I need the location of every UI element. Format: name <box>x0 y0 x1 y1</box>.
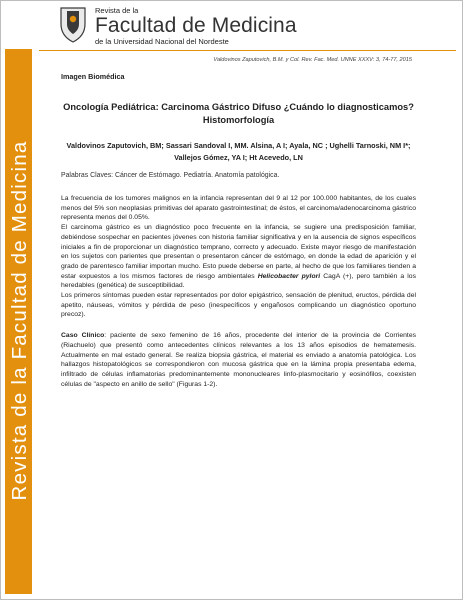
article-title: Oncología Pediátrica: Carcinoma Gástrico Difuso ¿Cuándo lo diagnosticamos? Histomorfología <box>63 102 414 125</box>
masthead-small-line: Revista de la <box>95 6 139 15</box>
masthead-subtitle: de la Universidad Nacional del Nordeste <box>95 37 229 46</box>
paragraph-intro: La frecuencia de los tumores malignos en la infancia representan del 9 al 12 por 100.000 habitantes, de los cuales menos del 5% son neoplasias primitivas del aparato gastrointestinal; de éstos, el carcinoma/adenocarcinoma gástrico representa menos del 0.05%. <box>61 195 416 222</box>
paragraph-predisposition-text: El carcinoma gástrico es un diagnóstico poco frecuente en la infancia, se sugiere una predisposición familiar, debiéndose sospechar en pacientes jóvenes con historia familiar significativa y en la ausencia de signos específicos iniciales a fin de proporcionar un diagnóstico temprano, correcto y adecuado. Existe mayor riesgo de manifestación en los sujetos con parientes que presentan o presentaron cáncer de estómago, en donde la edad de aparición y el grado de parentesco familiar importan mucho. Esto puede deberse en parte, al hecho de que los familiares tienden a estar expuestos a los mismos factores de riesgo ambientales <box>61 224 416 280</box>
paragraph-clinical-case <box>61 331 416 389</box>
article-body <box>61 194 416 389</box>
clinical-case-label: Caso Clínico <box>61 332 105 340</box>
masthead-title: Facultad de Medicina <box>95 14 297 37</box>
article-authors: Valdovinos Zaputovich, BM; Sassari Sandoval I, MM. Alsina, A I; Ayala, NC ; Ughelli Tarnoski, NM I*; Vallejos Gómez, YA I; Ht Acevedo, LN <box>66 141 411 162</box>
journal-sidebar-band <box>5 49 32 594</box>
sidebar-journal-title: Revista de la Facultad de Medicina <box>8 140 31 501</box>
header-divider <box>39 50 456 51</box>
journal-masthead <box>95 6 297 46</box>
clinical-case-text: : paciente de sexo femenino de 16 años, procedente del interior de la provincia de Corrientes (Riachuelo) que presentó como antecedentes clínicos relevantes a los 13 años episodios de hematemesis. Actualmente en mal estado general. Se realiza biopsia gástrica, el material es enviado a anatomía patológica. Los hallazgos histopatológicos se correspondieron con mucosa gástrica que en la lámina propia presentaba edema, infiltrado de células inflamatorias predominantemente mononucleares linfo-plasmocitario y eosinófilos, coexisten células de "aspecto en anillo de sello" (Figuras 1-2). <box>61 332 417 388</box>
paragraph-symptoms: Los primeros síntomas pueden estar representados por dolor epigástrico, sensación de plenitud, eructos, pérdida del apetito, náuseas, vómitos y pérdida de peso (inespecíficos y engañosos complicando un diagnóstico oportuno precoz). <box>61 292 416 319</box>
faculty-shield-logo-icon <box>58 7 88 43</box>
article-keywords: Palabras Claves: Cáncer de Estómago. Pediatría. Anatomía patológica. <box>61 172 280 179</box>
section-heading: Imagen Biomédica <box>61 72 125 81</box>
citation-line: Valdovinos Zaputovich, B.M. y Col. Rev. Fac. Med. UNNE XXXV: 3, 74-77, 2015 <box>213 57 412 63</box>
paragraph-predisposition <box>61 223 416 291</box>
species-name: Helicobacter pylori <box>257 272 321 280</box>
paragraph-predisposition-end: CagA (+), pero también a los heredables (genética) de susceptibilidad. <box>61 272 416 290</box>
